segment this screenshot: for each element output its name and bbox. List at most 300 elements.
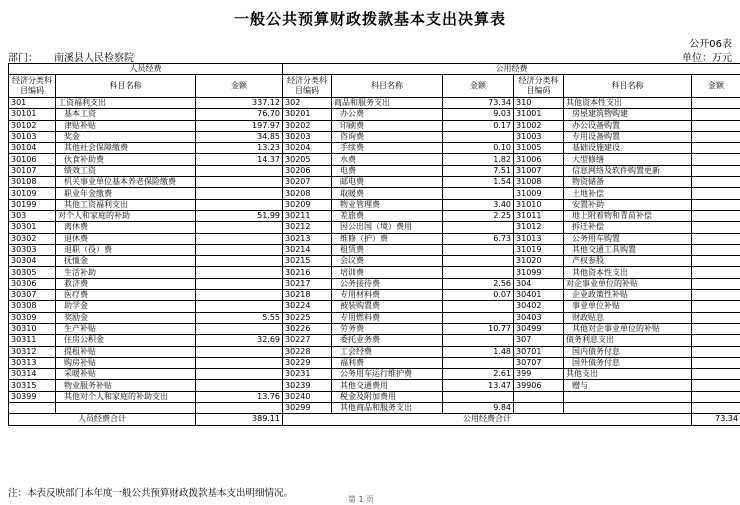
amount-cell — [692, 188, 740, 199]
amount-cell — [692, 210, 740, 221]
amount-cell — [196, 188, 283, 199]
amount-cell: 14.37 — [196, 154, 283, 165]
name-cell: 债务利息支出 — [564, 335, 692, 346]
col-name-header: 科目名称 — [56, 75, 196, 98]
table-row — [9, 278, 740, 289]
col-name-header: 科目名称 — [332, 75, 443, 98]
name-cell: 水费 — [332, 154, 443, 165]
code-cell: 30203 — [283, 131, 332, 142]
name-cell: 咨询费 — [332, 131, 443, 142]
code-cell: 30208 — [283, 188, 332, 199]
name-cell: 其他工资福利支出 — [56, 199, 196, 210]
table-row — [9, 222, 740, 233]
name-cell: 拆迁补偿 — [564, 222, 692, 233]
amount-cell — [692, 301, 740, 312]
amount-cell — [443, 312, 514, 323]
expenditure-table — [8, 63, 740, 426]
name-cell: 公务接待费 — [332, 278, 443, 289]
name-cell — [56, 403, 196, 414]
name-cell: 职业年金缴费 — [56, 188, 196, 199]
name-cell: 手续费 — [332, 143, 443, 154]
amount-cell: 6.73 — [443, 233, 514, 244]
report-title: 一般公共预算财政拨款基本支出决算表 — [0, 8, 740, 29]
name-cell: 其他支出 — [564, 369, 692, 380]
footnote: 注：本表反映部门本年度一般公共预算财政拨款基本支出明细情况。 — [8, 485, 293, 499]
code-cell: 30499 — [514, 323, 564, 334]
amount-cell — [196, 256, 283, 267]
code-cell: 30240 — [283, 391, 332, 402]
name-cell: 维修（护）费 — [332, 233, 443, 244]
code-cell: 30226 — [283, 323, 332, 334]
code-cell: 30239 — [283, 380, 332, 391]
name-cell: 培训费 — [332, 267, 443, 278]
name-cell: 医疗费 — [56, 290, 196, 301]
name-cell: 被装购置费 — [332, 301, 443, 312]
code-cell — [9, 403, 56, 414]
code-cell: 31003 — [514, 131, 564, 142]
name-cell: 工会经费 — [332, 346, 443, 357]
code-cell: 30213 — [283, 233, 332, 244]
table-row — [9, 165, 740, 176]
amount-cell — [692, 323, 740, 334]
amount-cell: 9.03 — [443, 109, 514, 120]
code-cell: 304 — [514, 278, 564, 289]
code-cell: 30109 — [9, 188, 56, 199]
amount-cell — [692, 380, 740, 391]
name-cell: 大型修缮 — [564, 154, 692, 165]
code-cell: 30212 — [283, 222, 332, 233]
name-cell: 采暖补贴 — [56, 369, 196, 380]
amount-cell: 2.25 — [443, 210, 514, 221]
code-cell: 310 — [514, 98, 564, 109]
code-cell: 30217 — [283, 278, 332, 289]
amount-cell: 5.55 — [196, 312, 283, 323]
table-row — [9, 120, 740, 131]
name-cell: 其他商品和服务支出 — [332, 403, 443, 414]
name-cell: 救济费 — [56, 278, 196, 289]
name-cell: 生产补贴 — [56, 323, 196, 334]
name-cell: 赠与 — [564, 380, 692, 391]
table-row — [9, 154, 740, 165]
code-cell: 30228 — [283, 346, 332, 357]
amount-cell: 51.99 — [196, 210, 283, 221]
amount-cell: 1.48 — [443, 346, 514, 357]
code-cell: 31019 — [514, 244, 564, 255]
public-header: 公用经费 — [283, 64, 740, 75]
code-cell: 30206 — [283, 165, 332, 176]
table-row — [9, 380, 740, 391]
amount-cell — [692, 109, 740, 120]
table-row — [9, 357, 740, 368]
code-cell: 30214 — [283, 244, 332, 255]
code-cell: 31006 — [514, 154, 564, 165]
amount-cell — [692, 143, 740, 154]
col-code-header: 经济分类科目编码 — [283, 75, 332, 98]
name-cell: 福利费 — [332, 357, 443, 368]
code-cell: 30211 — [283, 210, 332, 221]
name-cell: 提租补贴 — [56, 346, 196, 357]
department-name: 南溪县人民检察院 — [54, 53, 134, 64]
name-cell: 物业管理费 — [332, 199, 443, 210]
amount-cell — [692, 403, 740, 414]
name-cell: 企业政策性补贴 — [564, 290, 692, 301]
amount-cell — [692, 278, 740, 289]
code-cell: 31008 — [514, 177, 564, 188]
name-cell: 奖励金 — [56, 312, 196, 323]
amount-cell — [692, 199, 740, 210]
code-cell: 30309 — [9, 312, 56, 323]
code-cell — [514, 403, 564, 414]
amount-cell — [692, 233, 740, 244]
code-cell: 31011 — [514, 210, 564, 221]
code-cell: 30103 — [9, 131, 56, 142]
col-amount-header: 金额 — [692, 75, 740, 98]
name-cell: 因公出国（境）费用 — [332, 222, 443, 233]
amount-cell — [692, 131, 740, 142]
amount-cell — [692, 165, 740, 176]
code-cell: 30301 — [9, 222, 56, 233]
amount-cell — [196, 290, 283, 301]
name-cell: 专用设备购置 — [564, 131, 692, 142]
name-cell: 会议费 — [332, 256, 443, 267]
unit-label: 单位：万元 — [682, 49, 732, 64]
name-cell: 邮电费 — [332, 177, 443, 188]
name-cell: 绩效工资 — [56, 165, 196, 176]
amount-cell — [692, 154, 740, 165]
table-code: 公开06表 — [689, 35, 732, 50]
code-cell: 30201 — [283, 109, 332, 120]
code-cell: 30102 — [9, 120, 56, 131]
name-cell: 工资福利支出 — [56, 98, 196, 109]
amount-cell — [692, 267, 740, 278]
name-cell: 津贴补贴 — [56, 120, 196, 131]
personnel-header: 人员经费 — [9, 64, 283, 75]
name-cell: 其他资本性支出 — [564, 267, 692, 278]
amount-cell — [692, 222, 740, 233]
name-cell: 印刷费 — [332, 120, 443, 131]
table-row — [9, 177, 740, 188]
code-cell: 302 — [283, 98, 332, 109]
amount-cell — [692, 290, 740, 301]
code-cell: 31007 — [514, 165, 564, 176]
name-cell: 其他交通工具购置 — [564, 244, 692, 255]
code-cell: 30215 — [283, 256, 332, 267]
col-amount-header: 金额 — [196, 75, 283, 98]
table-row — [9, 323, 740, 334]
table-row — [9, 312, 740, 323]
amount-cell: 2.56 — [443, 278, 514, 289]
table-row — [9, 131, 740, 142]
name-cell: 电费 — [332, 165, 443, 176]
name-cell: 产权参股 — [564, 256, 692, 267]
code-cell: 30315 — [9, 380, 56, 391]
amount-cell: 7.51 — [443, 165, 514, 176]
name-cell: 地上附着物和青苗补偿 — [564, 210, 692, 221]
table-row — [9, 256, 740, 267]
amount-cell — [443, 335, 514, 346]
code-cell: 30216 — [283, 267, 332, 278]
code-cell: 30108 — [9, 177, 56, 188]
amount-cell: 197.97 — [196, 120, 283, 131]
public-total-value: 73.34 — [692, 414, 740, 425]
name-cell: 物资储备 — [564, 177, 692, 188]
name-cell: 公务用车购置 — [564, 233, 692, 244]
code-cell — [514, 391, 564, 402]
code-cell: 30199 — [9, 199, 56, 210]
name-cell: 其他交通费用 — [332, 380, 443, 391]
code-cell: 30304 — [9, 256, 56, 267]
name-cell: 抚恤金 — [56, 256, 196, 267]
code-cell: 30307 — [9, 290, 56, 301]
name-cell: 专用材料费 — [332, 290, 443, 301]
code-cell: 39906 — [514, 380, 564, 391]
code-cell: 30701 — [514, 346, 564, 357]
amount-cell: 76.70 — [196, 109, 283, 120]
code-cell: 303 — [9, 210, 56, 221]
table-row — [9, 267, 740, 278]
code-cell: 30314 — [9, 369, 56, 380]
code-cell: 30403 — [514, 312, 564, 323]
amount-cell: 34.85 — [196, 131, 283, 142]
code-cell: 30101 — [9, 109, 56, 120]
amount-cell: 13.23 — [196, 143, 283, 154]
amount-cell — [443, 391, 514, 402]
personnel-total-label: 人员经费合计 — [9, 414, 196, 425]
amount-cell — [443, 131, 514, 142]
code-cell: 30707 — [514, 357, 564, 368]
code-cell: 30312 — [9, 346, 56, 357]
table-row — [9, 369, 740, 380]
name-cell: 退休费 — [56, 233, 196, 244]
code-cell: 30231 — [283, 369, 332, 380]
name-cell: 其他对企事业单位的补贴 — [564, 323, 692, 334]
amount-cell — [196, 278, 283, 289]
amount-cell: 13.76 — [196, 391, 283, 402]
table-row — [9, 403, 740, 414]
page-number: 第 1 页 — [348, 494, 374, 505]
amount-cell — [692, 120, 740, 131]
amount-cell: 10.77 — [443, 323, 514, 334]
name-cell: 安置补助 — [564, 199, 692, 210]
amount-cell — [196, 403, 283, 414]
department-label: 部门： — [8, 53, 38, 64]
amount-cell: 1.54 — [443, 177, 514, 188]
name-cell: 租赁费 — [332, 244, 443, 255]
amount-cell — [692, 256, 740, 267]
amount-cell: 2.61 — [443, 369, 514, 380]
amount-cell — [692, 312, 740, 323]
name-cell: 劳务费 — [332, 323, 443, 334]
table-row — [9, 391, 740, 402]
name-cell: 生活补助 — [56, 267, 196, 278]
public-total-label: 公用经费合计 — [283, 414, 692, 425]
name-cell: 国外债务付息 — [564, 357, 692, 368]
table-row — [9, 143, 740, 154]
amount-cell — [692, 346, 740, 357]
col-code-header: 经济分类科目编码 — [9, 75, 56, 98]
code-cell: 399 — [514, 369, 564, 380]
amount-cell: 13.47 — [443, 380, 514, 391]
name-cell: 办公设备购置 — [564, 120, 692, 131]
amount-cell: 0.17 — [443, 120, 514, 131]
code-cell: 31020 — [514, 256, 564, 267]
col-amount-header: 金额 — [443, 75, 514, 98]
amount-cell — [443, 301, 514, 312]
name-cell: 差旅费 — [332, 210, 443, 221]
code-cell: 307 — [514, 335, 564, 346]
code-cell: 30227 — [283, 335, 332, 346]
amount-cell — [692, 335, 740, 346]
code-cell: 30218 — [283, 290, 332, 301]
name-cell: 对个人和家庭的补助 — [56, 210, 196, 221]
name-cell: 住房公积金 — [56, 335, 196, 346]
table-row — [9, 210, 740, 221]
code-cell: 30202 — [283, 120, 332, 131]
amount-cell — [692, 177, 740, 188]
amount-cell — [443, 357, 514, 368]
amount-cell — [443, 222, 514, 233]
code-cell: 31010 — [514, 199, 564, 210]
name-cell: 取暖费 — [332, 188, 443, 199]
name-cell: 其他资本性支出 — [564, 98, 692, 109]
amount-cell — [692, 357, 740, 368]
department-line — [8, 49, 134, 64]
amount-cell: 3.40 — [443, 199, 514, 210]
name-cell — [564, 391, 692, 402]
amount-cell — [692, 391, 740, 402]
name-cell: 其他社会保障缴费 — [56, 143, 196, 154]
code-cell: 31009 — [514, 188, 564, 199]
name-cell: 国内债务付息 — [564, 346, 692, 357]
amount-cell: 0.10 — [443, 143, 514, 154]
amount-cell — [196, 199, 283, 210]
amount-cell — [196, 369, 283, 380]
table-row — [9, 244, 740, 255]
amount-cell — [196, 233, 283, 244]
code-cell: 30402 — [514, 301, 564, 312]
amount-cell — [692, 244, 740, 255]
amount-cell — [196, 177, 283, 188]
name-cell — [564, 403, 692, 414]
code-cell: 30306 — [9, 278, 56, 289]
name-cell: 商品和服务支出 — [332, 98, 443, 109]
amount-cell — [196, 244, 283, 255]
name-cell: 购房补贴 — [56, 357, 196, 368]
amount-cell — [196, 357, 283, 368]
code-cell: 30399 — [9, 391, 56, 402]
table-row — [9, 199, 740, 210]
amount-cell — [443, 267, 514, 278]
code-cell: 30313 — [9, 357, 56, 368]
name-cell: 伙食补助费 — [56, 154, 196, 165]
amount-cell — [196, 346, 283, 357]
amount-cell — [443, 244, 514, 255]
amount-cell — [692, 98, 740, 109]
code-cell: 30224 — [283, 301, 332, 312]
code-cell: 30229 — [283, 357, 332, 368]
amount-cell — [443, 188, 514, 199]
col-name-header: 科目名称 — [564, 75, 692, 98]
table-row — [9, 188, 740, 199]
name-cell: 土地补偿 — [564, 188, 692, 199]
amount-cell: 32.69 — [196, 335, 283, 346]
name-cell: 房屋建筑物购建 — [564, 109, 692, 120]
amount-cell: 337.12 — [196, 98, 283, 109]
name-cell: 事业单位补贴 — [564, 301, 692, 312]
amount-cell: 9.84 — [443, 403, 514, 414]
name-cell: 机关事业单位基本养老保险缴费 — [56, 177, 196, 188]
name-cell: 奖金 — [56, 131, 196, 142]
table-row — [9, 301, 740, 312]
name-cell: 助学金 — [56, 301, 196, 312]
name-cell: 其他对个人和家庭的补助支出 — [56, 391, 196, 402]
table-row — [9, 335, 740, 346]
amount-cell — [196, 301, 283, 312]
name-cell: 基础设施建设 — [564, 143, 692, 154]
code-cell: 30207 — [283, 177, 332, 188]
code-cell: 30107 — [9, 165, 56, 176]
name-cell: 退职（役）费 — [56, 244, 196, 255]
code-cell: 30308 — [9, 301, 56, 312]
name-cell: 财政贴息 — [564, 312, 692, 323]
name-cell: 对企事业单位的补贴 — [564, 278, 692, 289]
code-cell: 30106 — [9, 154, 56, 165]
code-cell: 30299 — [283, 403, 332, 414]
code-cell: 31005 — [514, 143, 564, 154]
code-cell: 31001 — [514, 109, 564, 120]
code-cell: 30311 — [9, 335, 56, 346]
table-row — [9, 109, 740, 120]
amount-cell — [196, 380, 283, 391]
amount-cell — [443, 256, 514, 267]
code-cell: 30302 — [9, 233, 56, 244]
name-cell: 委托业务费 — [332, 335, 443, 346]
name-cell: 税金及附加费用 — [332, 391, 443, 402]
code-cell: 31012 — [514, 222, 564, 233]
code-cell: 301 — [9, 98, 56, 109]
table-row — [9, 290, 740, 301]
code-cell: 30205 — [283, 154, 332, 165]
personnel-total-value: 389.11 — [196, 414, 283, 425]
col-code-header: 经济分类科目编码 — [514, 75, 564, 98]
name-cell: 物业服务补贴 — [56, 380, 196, 391]
code-cell: 30401 — [514, 290, 564, 301]
name-cell: 信息网络及软件购置更新 — [564, 165, 692, 176]
amount-cell — [196, 267, 283, 278]
code-cell: 31013 — [514, 233, 564, 244]
amount-cell — [692, 369, 740, 380]
code-cell: 30310 — [9, 323, 56, 334]
amount-cell: 1.82 — [443, 154, 514, 165]
name-cell: 办公费 — [332, 109, 443, 120]
table-row — [9, 98, 740, 109]
name-cell: 公务用车运行维护费 — [332, 369, 443, 380]
code-cell: 31002 — [514, 120, 564, 131]
amount-cell — [196, 222, 283, 233]
code-cell: 30104 — [9, 143, 56, 154]
table-row — [9, 233, 740, 244]
code-cell: 30209 — [283, 199, 332, 210]
code-cell: 30204 — [283, 143, 332, 154]
table-row — [9, 346, 740, 357]
name-cell: 基本工资 — [56, 109, 196, 120]
amount-cell: 73.34 — [443, 98, 514, 109]
code-cell: 30303 — [9, 244, 56, 255]
amount-cell: 0.07 — [443, 290, 514, 301]
code-cell: 30225 — [283, 312, 332, 323]
name-cell: 专用燃料费 — [332, 312, 443, 323]
amount-cell — [196, 165, 283, 176]
